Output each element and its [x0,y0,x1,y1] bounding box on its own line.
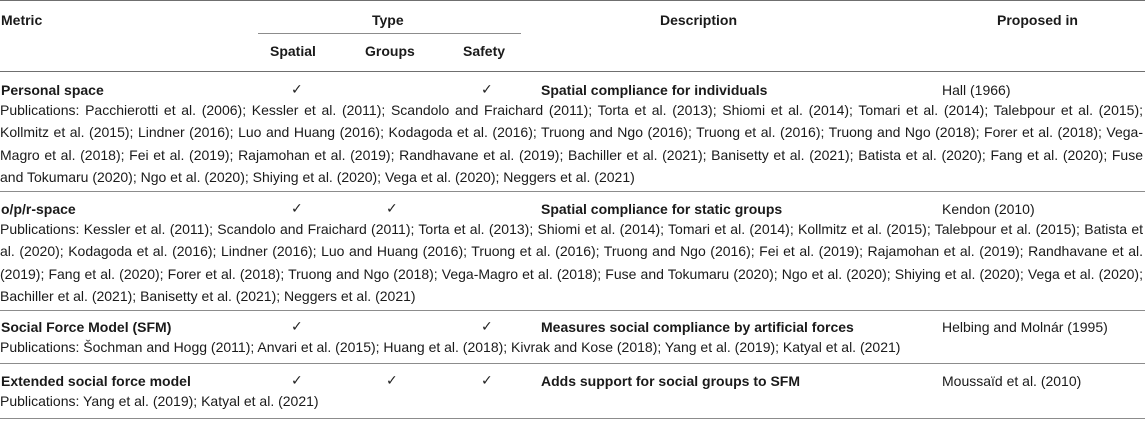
publications-list: Kessler et al. (2011); Scandolo and Fraichard (2011); Torta et al. (2013); Shiomi et al. (2014); Tomari et al. (2014); Kollmitz et al. (2015); Talebpour et al. (2015); Batista et al. (2020); Kodagoda et al. (2016); Lindner (2016); Luo and Huang (2016); Truong et al. (2016); Truong and Ngo (2016); Fei et al. (2019); Rajamohan et al. (2019); Randhavane et al. (2019); Fang et al. (2020); Forer et al. (2018); Truong and Ngo (2018); Vega-Magro et al. (2018); Fuse and Tokumaru (2020); Ngo et al. (2020); Shiying et al. (2020); Vega et al. (2020); Bachiller et al. (2021); Banisetty et al. (2021); Neggers et al. (2021) [0,221,1143,305]
check-groups: ✓ [386,201,398,217]
check-spatial: ✓ [291,319,303,335]
check-spatial: ✓ [291,373,303,389]
row-description: Spatial compliance for individuals [541,82,768,98]
row-description: Adds support for social groups to SFM [541,373,800,389]
type-group-rule [258,33,521,34]
check-spatial: ✓ [291,201,303,217]
check-safety: ✓ [481,319,493,335]
check-spatial: ✓ [291,82,303,98]
row-proposed-in: Hall (1966) [942,82,1011,98]
publications-label: Publications: [0,393,80,409]
row-metric: Extended social force model [1,373,191,389]
row-publications [0,218,1143,308]
header-groups: Groups [365,43,415,59]
row-metric: o/p/r-space [1,201,76,217]
header-bottom-rule [0,71,1145,72]
row-metric: Personal space [1,82,104,98]
check-groups: ✓ [386,373,398,389]
header-safety: Safety [463,43,506,59]
publications-list: Pacchierotti et al. (2006); Kessler et al. (2011); Scandolo and Fraichard (2011); Torta et al. (2013); Shiomi et al. (2014); Tomari et al. (2014); Talebpour et al. (2015); Kollmitz et al. (2015); Lindner (2016); Luo and Huang (2016); Kodagoda et al. (2016); Truong and Ngo (2016); Truong et al. (2016); Truong and Ngo (2018); Forer et al. (2018); Vega-Magro et al. (2018); Fei et al. (2019); Rajamohan et al. (2019); Randhavane et al. (2019); Bachiller et al. (2021); Banisetty et al. (2021); Batista et al. (2020); Fang et al. (2020); Fuse and Tokumaru (2020); Ngo et al. (2020); Shiying et al. (2020); Vega et al. (2020); Neggers et al. (2021) [0,102,1144,186]
row-publications [0,336,1143,358]
row-divider [0,310,1145,311]
row-metric: Social Force Model (SFM) [1,319,172,335]
row-publications [0,99,1143,189]
publications-list: Šochman and Hogg (2011); Anvari et al. (2015); Huang et al. (2018); Kivrak and Kose (2018); Yang et al. (2019); Katyal et al. (2021) [83,339,901,355]
header-spatial: Spatial [270,43,316,59]
header-metric: Metric [1,12,43,28]
publications-label: Publications: [0,339,80,355]
row-proposed-in: Kendon (2010) [942,201,1035,217]
check-safety: ✓ [481,373,493,389]
row-description: Spatial compliance for static groups [541,201,783,217]
table-bottom-rule [0,418,1145,419]
header-proposed-in: Proposed in [997,12,1078,28]
publications-label: Publications: [0,221,80,237]
row-description: Measures social compliance by artificial forces [541,319,854,335]
header-type: Type [372,12,404,28]
table-top-rule [0,0,1145,1]
row-divider [0,363,1145,364]
header-description: Description [660,12,738,28]
check-safety: ✓ [481,82,493,98]
publications-label: Publications: [0,102,80,118]
row-publications [0,390,1143,412]
publications-list: Yang et al. (2019); Katyal et al. (2021) [83,393,319,409]
row-proposed-in: Helbing and Molnár (1995) [942,319,1108,335]
row-divider [0,191,1145,192]
row-proposed-in: Moussaïd et al. (2010) [942,373,1082,389]
